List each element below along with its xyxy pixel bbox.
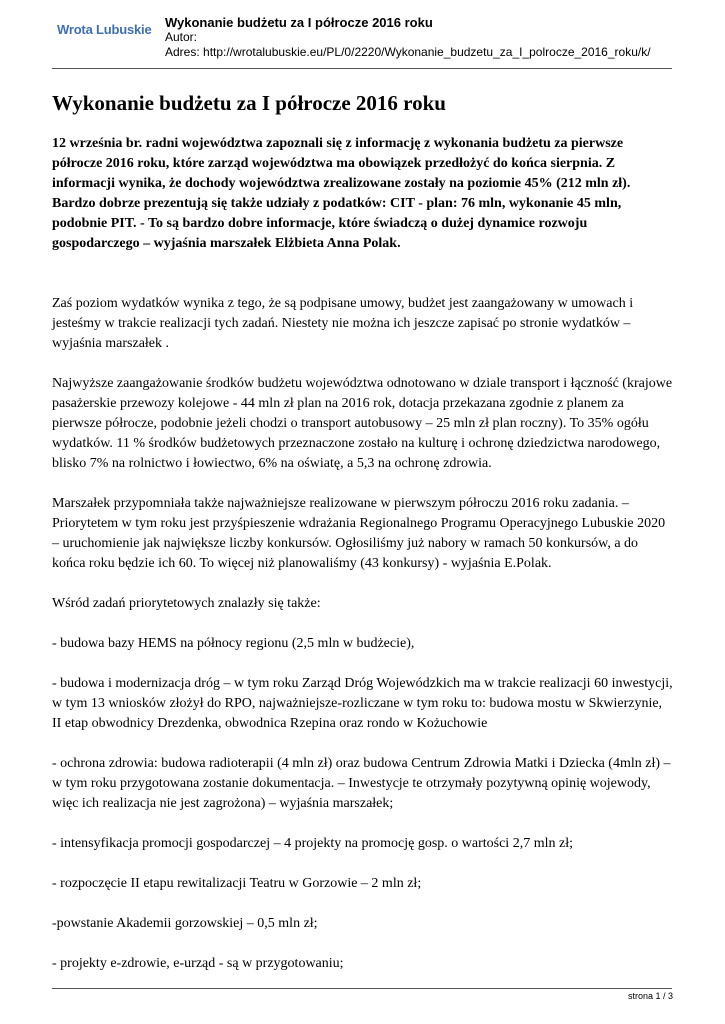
paragraph: Wśród zadań priorytetowych znalazły się także: bbox=[52, 596, 321, 611]
list-item: - intensyfikacja promocji gospodarczej – 4 projekty na promocję gosp. o wartości 2,7 mln zł; bbox=[52, 836, 573, 851]
page-header bbox=[52, 0, 672, 69]
header-doc-title: Wykonanie budżetu za I półrocze 2016 roku bbox=[165, 15, 433, 30]
list-item: -powstanie Akademii gorzowskiej – 0,5 mln zł; bbox=[52, 916, 318, 931]
page-number: strona 1 / 3 bbox=[627, 991, 673, 1001]
wrota-lubuskie-logo: Wrota Lubuskie bbox=[57, 22, 152, 37]
paragraph: Zaś poziom wydatków wynika z tego, że są podpisane umowy, budżet jest zaangażowany w umowach i jesteśmy w trakcie realizacji tych zadań. Niestety nie można ich jeszcze zapisać po stronie wydatków – wyjaśnia marszałek . bbox=[52, 296, 634, 351]
list-item: - rozpoczęcie II etapu rewitalizacji Teatru w Gorzowie – 2 mln zł; bbox=[52, 876, 422, 891]
header-meta bbox=[165, 15, 651, 60]
footer-rule bbox=[52, 988, 672, 989]
article-title: Wykonanie budżetu za I półrocze 2016 roku bbox=[52, 91, 446, 115]
paragraph: Najwyższe zaangażowanie środków budżetu województwa odnotowano w dziale transport i łączność (krajowe pasażerskie przewozy kolejowe - 44 mln zł plan na 2016 rok, dotacja przekazana zgodnie z planem za pierwsze półrocze, podobnie jeżeli chodzi o transport autobusowy – 25 mln zł plan roczny). To 35% ogółu wydatków. 11 % środków budżetowych przeznaczone zostało na kulturę i ochronę dziedzictwa narodowego, blisko 7% na rolnictwo i łowiectwo, 6% na oświatę, a 5,3 na ochronę zdrowia. bbox=[52, 376, 673, 471]
list-item: - projekty e-zdrowie, e-urząd - są w przygotowaniu; bbox=[52, 956, 344, 971]
header-address: Adres: http://wrotalubuskie.eu/PL/0/2220/Wykonanie_budzetu_za_I_polrocze_2016_roku/k/ bbox=[165, 45, 651, 59]
list-item: - budowa i modernizacja dróg – w tym roku Zarząd Dróg Wojewódzkich ma w trakcie realizacji 60 inwestycji, w tym 13 wniosków złożył do RPO, najważniejsze-rozliczane w tym roku to: budowa mostu w Skwierzynie, II etap obwodnicy Drezdenka, obwodnica Rzepina oraz rondo w Kożuchowie bbox=[52, 676, 673, 731]
paragraph: Marszałek przypomniała także najważniejsze realizowane w pierwszym półroczu 2016 roku zadania. – Priorytetem w tym roku jest przyśpieszenie wdrażania Regionalnego Programu Operacyjnego Lubuskie 2020 – uruchomienie jak największe liczby konkursów. Ogłosiliśmy już nabory w ramach 50 konkursów, a do końca roku będzie ich 60. To więcej niż planowaliśmy (43 konkursy) - wyjaśnia E.Polak. bbox=[52, 496, 666, 571]
list-item: - budowa bazy HEMS na północy regionu (2,5 mln w budżecie), bbox=[52, 636, 415, 651]
list-item: - ochrona zdrowia: budowa radioterapii (4 mln zł) oraz budowa Centrum Zdrowia Matki i Dziecka (4mln zł) – w tym roku przygotowana zostanie dokumentacja. – Inwestycje te otrzymały pozytywną opinię wojewody, więc ich realizacja nie jest zagrożona) – wyjaśnia marszałek; bbox=[52, 756, 671, 811]
header-author: Autor: bbox=[165, 30, 198, 44]
article-lead: 12 września br. radni województwa zapoznali się z informację z wykonania budżetu za pierwsze półrocze 2016 roku, które zarząd województwa ma obowiązek przedłożyć do końca sierpnia. Z informacji wynika, że dochody województwa zrealizowane zostały na poziomie 45% (212 mln zł). Bardzo dobrze prezentują się także udziały z podatków: CIT - plan: 76 mln, wykonanie 45 mln, podobnie PIT. - To są bardzo dobre informacje, które świadczą o dużej dynamice rozwoju gospodarczego – wyjaśnia marszałek Elżbieta Anna Polak. bbox=[52, 136, 631, 251]
article-body bbox=[52, 134, 674, 994]
